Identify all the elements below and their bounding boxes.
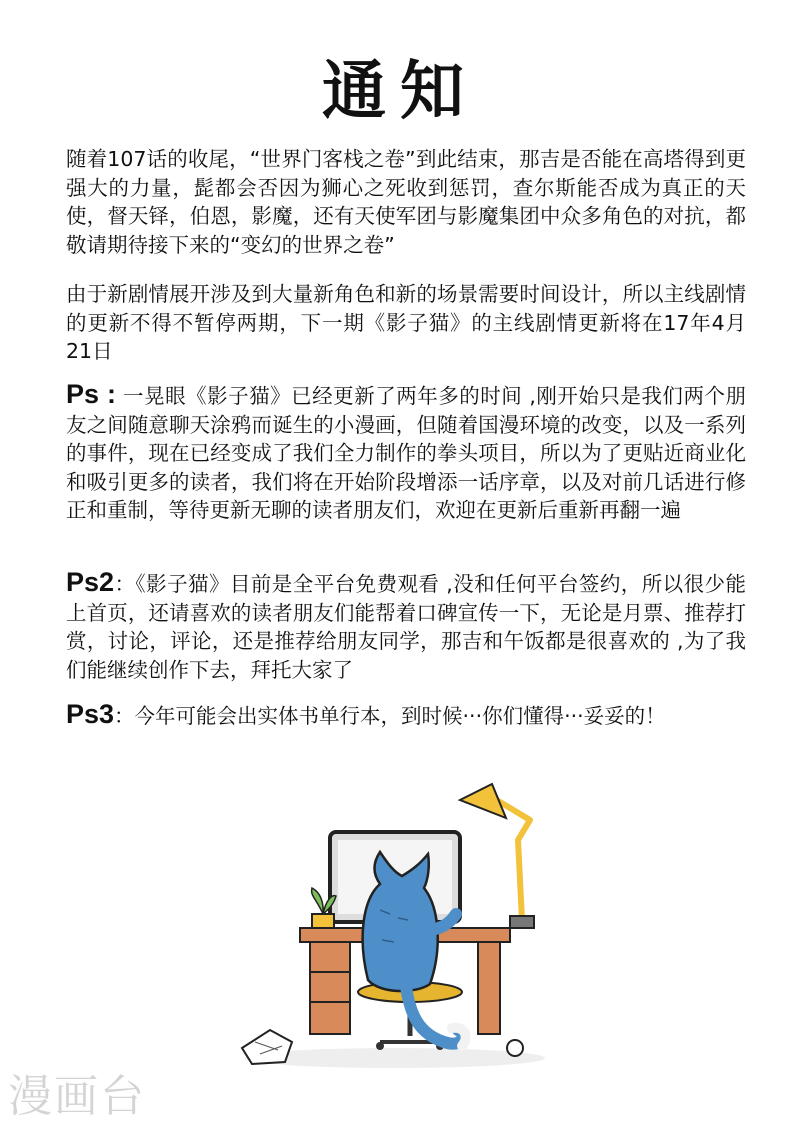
ps2-paragraph	[66, 568, 746, 684]
desk-leg-left	[310, 942, 350, 1034]
cat-at-desk-illustration	[230, 780, 560, 1080]
crumpled-paper	[242, 1030, 292, 1064]
ps1-paragraph	[66, 380, 746, 525]
ps2-label: Ps2	[66, 567, 115, 597]
ps3-paragraph	[66, 700, 746, 731]
ps1-text: 一晃眼《影子猫》已经更新了两年多的时间 ,刚开始只是我们两个朋友之间随意聊天涂鸦而诞生的小漫画，但随着国漫环境的改变，以及一系列的事件，现在已经变成了我们全力制作的拳头项目，所以为了更贴近商业化和吸引更多的读者，我们将在开始阶段增添一话序章，以及对前几话进行修正和重制，等待更新无聊的读者朋友们，欢迎在更新后重新再翻一遍	[66, 384, 746, 522]
plant-pot	[312, 914, 334, 928]
paper-ball	[507, 1040, 523, 1056]
ps1-label: Ps :	[66, 379, 117, 409]
ps3-label: Ps3	[66, 699, 115, 729]
schedule-paragraph: 由于新剧情展开涉及到大量新角色和新的场景需要时间设计，所以主线剧情的更新不得不暂停两期，下一期《影子猫》的主线剧情更新将在17年4月21日	[66, 282, 746, 363]
desk-leg-right	[478, 942, 500, 1034]
ps3-text: ：今年可能会出实体书单行本，到时候···你们懂得···妥妥的！	[114, 704, 666, 728]
page-title: 通知	[322, 55, 478, 129]
ps2-text: ：《影子猫》目前是全平台免费观看 ,没和任何平台签约，所以很少能上首页，还请喜欢的读者朋友们能帮着口碑宣传一下，无论是月票、推荐打赏，讨论，评论，还是推荐给朋友同学，那吉和午饭都是很喜欢的 ,为了我们能继续创作下去，拜托大家了	[66, 572, 746, 682]
lamp-shade	[460, 784, 506, 818]
floor-shadow	[245, 1048, 545, 1068]
lamp-base	[510, 916, 534, 928]
watermark-logo: 漫画台	[8, 1071, 146, 1122]
intro-paragraph: 随着107话的收尾，“世界门客栈之卷”到此结束，那吉是否能在高塔得到更强大的力量，髭都会否因为狮心之死收到惩罚，查尔斯能否成为真正的天使，督天铎，伯恩，影魔，还有天使军团与影魔集团中众多角色的对抗，都敬请期待接下来的“变幻的世界之卷”	[66, 147, 746, 257]
